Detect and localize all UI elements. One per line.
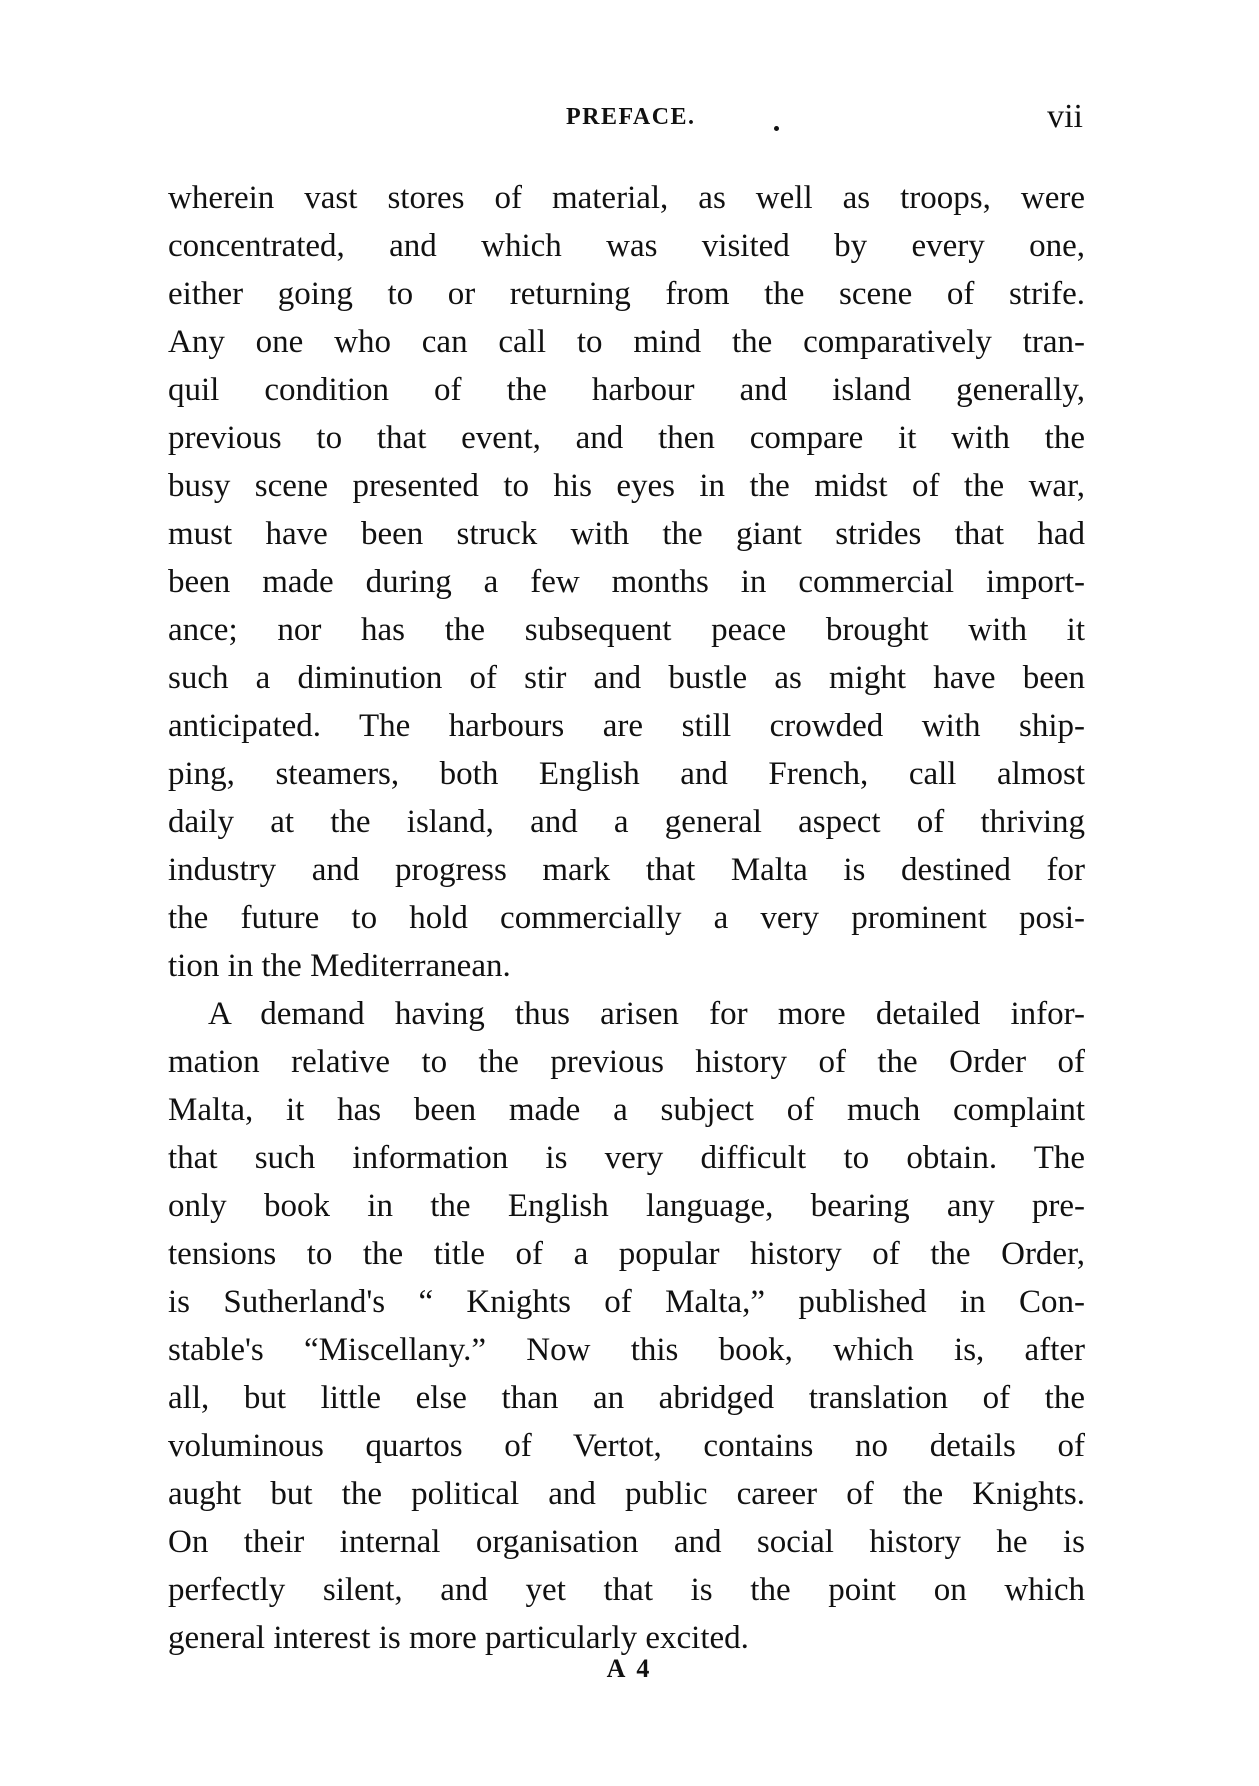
page-number: vii <box>1047 98 1083 135</box>
running-title: PREFACE. <box>566 104 696 130</box>
text-line: mation relative to the previous history of the Order of <box>168 1044 1085 1080</box>
text-line: ping, steamers, both English and French, call almost <box>168 756 1085 792</box>
text-line: tion in the Mediterranean. <box>168 948 511 984</box>
stray-dot <box>774 126 779 131</box>
text-line: such a diminution of stir and bustle as might have been <box>168 660 1085 696</box>
body-text <box>168 174 1085 1662</box>
text-line: concentrated, and which was visited by every one, <box>168 228 1085 264</box>
signature-mark: A 4 <box>606 1654 653 1683</box>
text-line: only book in the English language, bearing any pre- <box>168 1188 1085 1224</box>
text-line: all, but little else than an abridged translation of the <box>168 1380 1085 1416</box>
text-line: tensions to the title of a popular history of the Order, <box>168 1236 1085 1272</box>
text-line: stable's “Miscellany.” Now this book, which is, after <box>168 1332 1085 1368</box>
text-line: wherein vast stores of material, as well as troops, were <box>168 180 1085 216</box>
text-line: busy scene presented to his eyes in the midst of the war, <box>168 468 1085 504</box>
text-line: daily at the island, and a general aspect of thriving <box>168 804 1085 840</box>
text-line: A demand having thus arisen for more detailed infor- <box>208 996 1085 1032</box>
text-line: anticipated. The harbours are still crowded with ship- <box>168 708 1085 744</box>
text-line: perfectly silent, and yet that is the point on which <box>168 1572 1085 1608</box>
text-line: Malta, it has been made a subject of much complaint <box>168 1092 1085 1128</box>
text-line: is Sutherland's “ Knights of Malta,” published in Con- <box>168 1284 1085 1320</box>
text-line: been made during a few months in commercial import- <box>168 564 1085 600</box>
text-line: previous to that event, and then compare it with the <box>168 420 1085 456</box>
text-line: voluminous quartos of Vertot, contains no details of <box>168 1428 1085 1464</box>
text-line: must have been struck with the giant strides that had <box>168 516 1085 552</box>
text-line: Any one who can call to mind the comparatively tran- <box>168 324 1085 360</box>
running-header <box>168 98 1083 144</box>
text-line: the future to hold commercially a very prominent posi- <box>168 900 1085 936</box>
text-line: On their internal organisation and social history he is <box>168 1524 1085 1560</box>
text-line: that such information is very difficult to obtain. The <box>168 1140 1085 1176</box>
text-line: quil condition of the harbour and island generally, <box>168 372 1085 408</box>
text-line: ance; nor has the subsequent peace brought with it <box>168 612 1085 648</box>
text-line: either going to or returning from the scene of strife. <box>168 276 1085 312</box>
text-line: industry and progress mark that Malta is destined for <box>168 852 1085 888</box>
text-line: aught but the political and public career of the Knights. <box>168 1476 1085 1512</box>
text-line: general interest is more particularly excited. <box>168 1620 749 1656</box>
